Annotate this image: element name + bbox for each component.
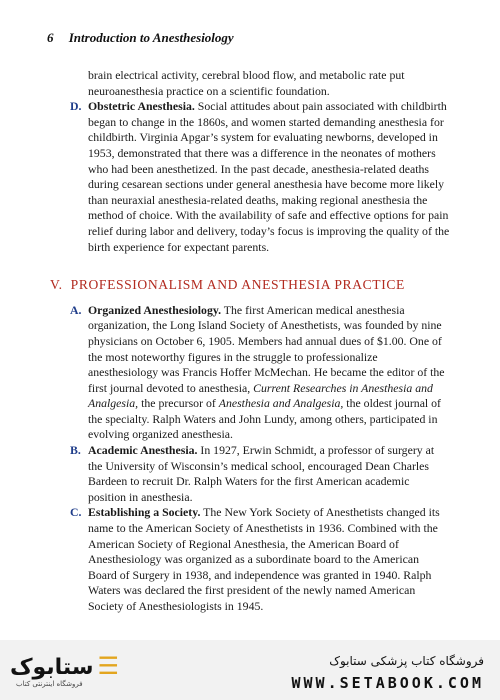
subsection-title: Academic Anesthesia. (88, 443, 198, 458)
running-title: Introduction to Anesthesiology (68, 30, 234, 45)
subsection-letter: A. (70, 302, 82, 317)
subsection-title: Obstetric Anesthesia. (88, 99, 195, 114)
continued-paragraph: brain electrical activity, cerebral blood flow, and metabolic rate put neuroanesthesia practice on a scientific foundation. (88, 68, 405, 98)
subsection-letter: D. (70, 99, 82, 114)
subsection-body: the precursor of (138, 396, 219, 411)
journal-title-italic: Current Researches in Anesthesia and Analgesia, (88, 380, 433, 411)
logo-subtitle: فروشگاه اینترنتی کتاب (16, 680, 83, 688)
store-name: فروشگاه کتاب پزشکی ستابوک (329, 654, 484, 668)
page-body (50, 68, 450, 615)
subsection-title: Establishing a Society. (88, 505, 201, 520)
subsection-letter: C. (70, 505, 82, 520)
page-number: 6 (47, 30, 54, 45)
subsection-title: Organized Anesthesiology. (88, 302, 222, 317)
section-title: PROFESSIONALISM AND ANESTHESIA PRACTICE (70, 277, 405, 293)
subsection-organized-anesthesiology (50, 303, 450, 443)
subsection-letter: B. (70, 443, 81, 458)
section-number: V. (50, 277, 63, 293)
subsection-body: the oldest journal of the specialty. Ralph Waters and John Lundy, among others, participated in evolving organized anesthesia. (88, 396, 441, 442)
subsection-body: Social attitudes about pain associated with childbirth began to change in the 1860s, and women started demanding anesthesia for childbirth. Virginia Apgar’s system for evaluating newborns, developed in 1953, demonstrated that there was a difference in the neonates of mothers who had been anesthetized. In the past decade, anesthesia-related deaths during cesarean sections under general anesthesia have become more likely than neuraxial anesthesia-related deaths, making regional anesthesia the method of choice. With the availability of safe and effective options for pain relief during labor and delivery, today’s focus is improving the quality of the birth experience for expectant parents. (88, 99, 450, 254)
subsection-academic-anesthesia (50, 443, 450, 505)
section-heading (50, 277, 450, 293)
subsection-body: The first American medical anesthesia organization, the Long Island Society of Anesthetists, was founded by nine physicians on October 6, 1905. Members had annual dues of $1.00. One of the most noteworthy figures in the struggle to professionalize anesthesiology was Francis Hoffer McMechan. He became the editor of the first journal devoted to anesthesia, (88, 302, 445, 395)
journal-title-italic: Anesthesia and Analgesia, (218, 396, 344, 411)
running-header (47, 30, 234, 46)
logo-text: ستابوک (10, 655, 94, 680)
store-url[interactable]: WWW.SETABOOK.COM (291, 674, 484, 692)
logo-mark-icon: ☰ (97, 652, 119, 680)
subsection-body: In 1927, Erwin Schmidt, a professor of surgery at the University of Wisconsin’s medical school, encouraged Dean Charles Bardeen to recruit Dr. Ralph Waters for the first American academic position in anesthesia. (88, 443, 435, 504)
subsection-body: The New York Society of Anesthetists changed its name to the American Society of Anesthetists in 1936. Combined with the American Society of Regional Anesthesia, the American Board of Anesthesiology was organized as a subordinate board to the American Board of Surgery in 1938, and independence was granted in 1940. Ralph Waters was declared the first president of the newly named American Society of Anesthesiologists in 1945. (88, 505, 440, 613)
subsection-obstetric-anesthesia (50, 99, 450, 255)
publisher-footer (0, 640, 500, 700)
subsection-establishing-society (50, 505, 450, 614)
publisher-logo (10, 652, 119, 680)
